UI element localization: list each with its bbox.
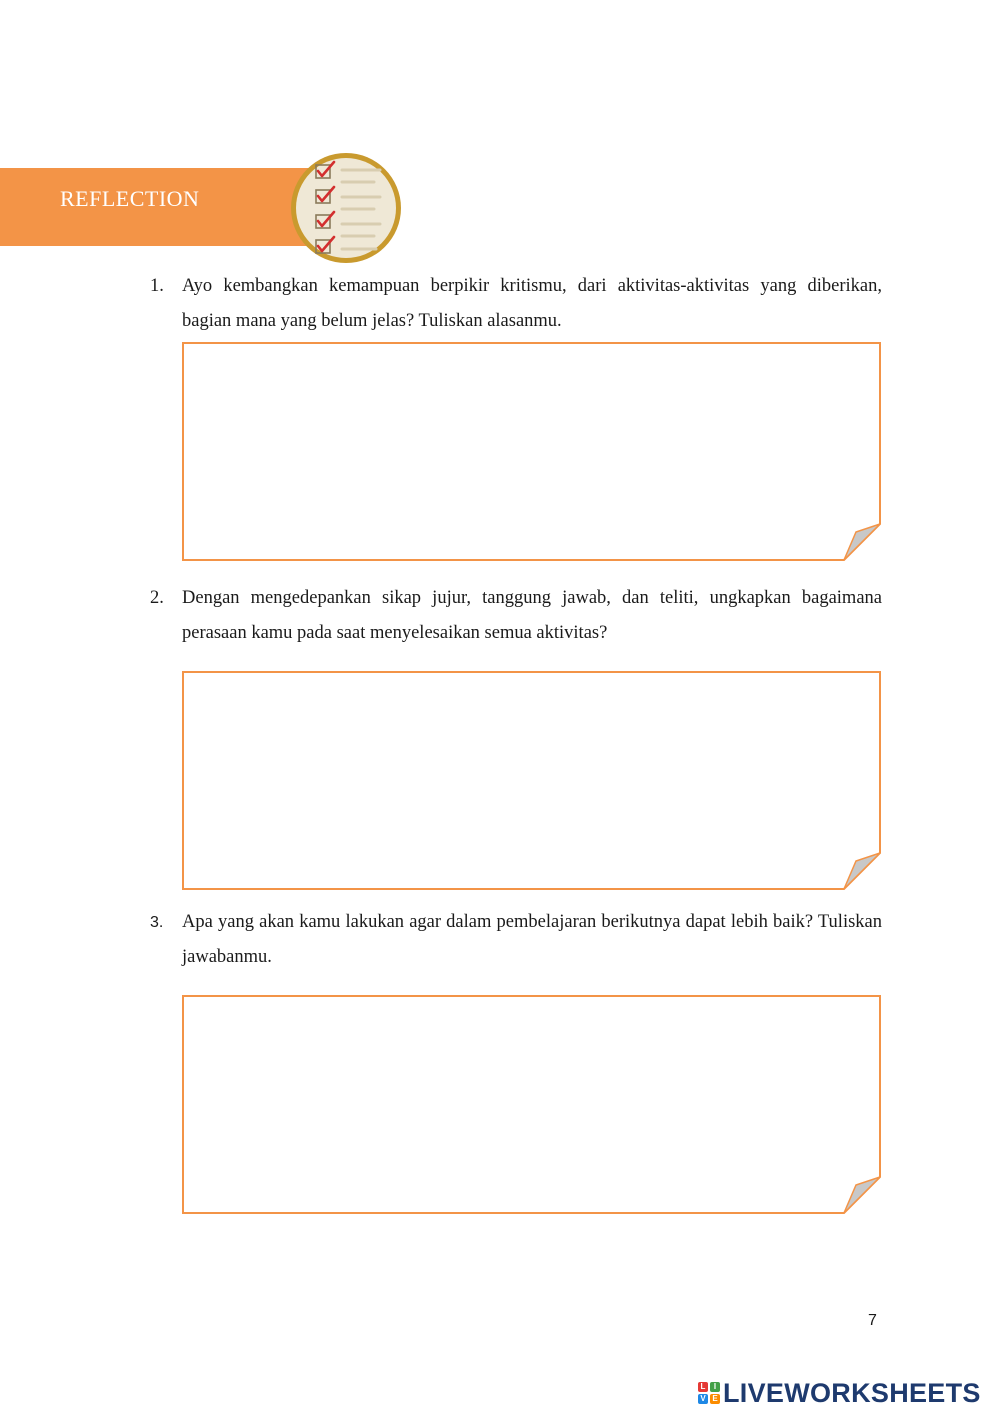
answer-box-1[interactable] xyxy=(182,342,882,562)
question-number: 2. xyxy=(150,588,164,608)
brand-name: LIVEWORKSHEETS xyxy=(723,1377,981,1408)
question-text: Dengan mengedepankan sikap jujur, tanggung jawab, dan teliti, ungkapkan bagaimana perasaan kamu pada saat menyelesaikan semua aktivitas? xyxy=(182,588,882,643)
question-text: Apa yang akan kamu lakukan agar dalam pembelajaran berikutnya dapat lebih baik? Tuliskan jawabanmu. xyxy=(182,912,882,967)
section-title: REFLECTION xyxy=(60,186,200,211)
question-number: 3. xyxy=(150,914,164,931)
liveworksheets-logo-icon: L I V E xyxy=(698,1382,720,1404)
checklist-icon xyxy=(290,152,402,264)
answer-box-3[interactable] xyxy=(182,995,882,1215)
question-number: 1. xyxy=(150,276,164,296)
question-text: Ayo kembangkan kemampuan berpikir kritismu, dari aktivitas-aktivitas yang diberikan, bagian mana yang belum jelas? Tuliskan alasanmu. xyxy=(182,276,882,331)
question-1 xyxy=(150,269,882,339)
page-number: 7 xyxy=(868,1312,877,1329)
question-2 xyxy=(150,581,882,651)
answer-box-2[interactable] xyxy=(182,671,882,891)
question-3 xyxy=(150,905,882,975)
brand-logo[interactable] xyxy=(698,1378,981,1408)
